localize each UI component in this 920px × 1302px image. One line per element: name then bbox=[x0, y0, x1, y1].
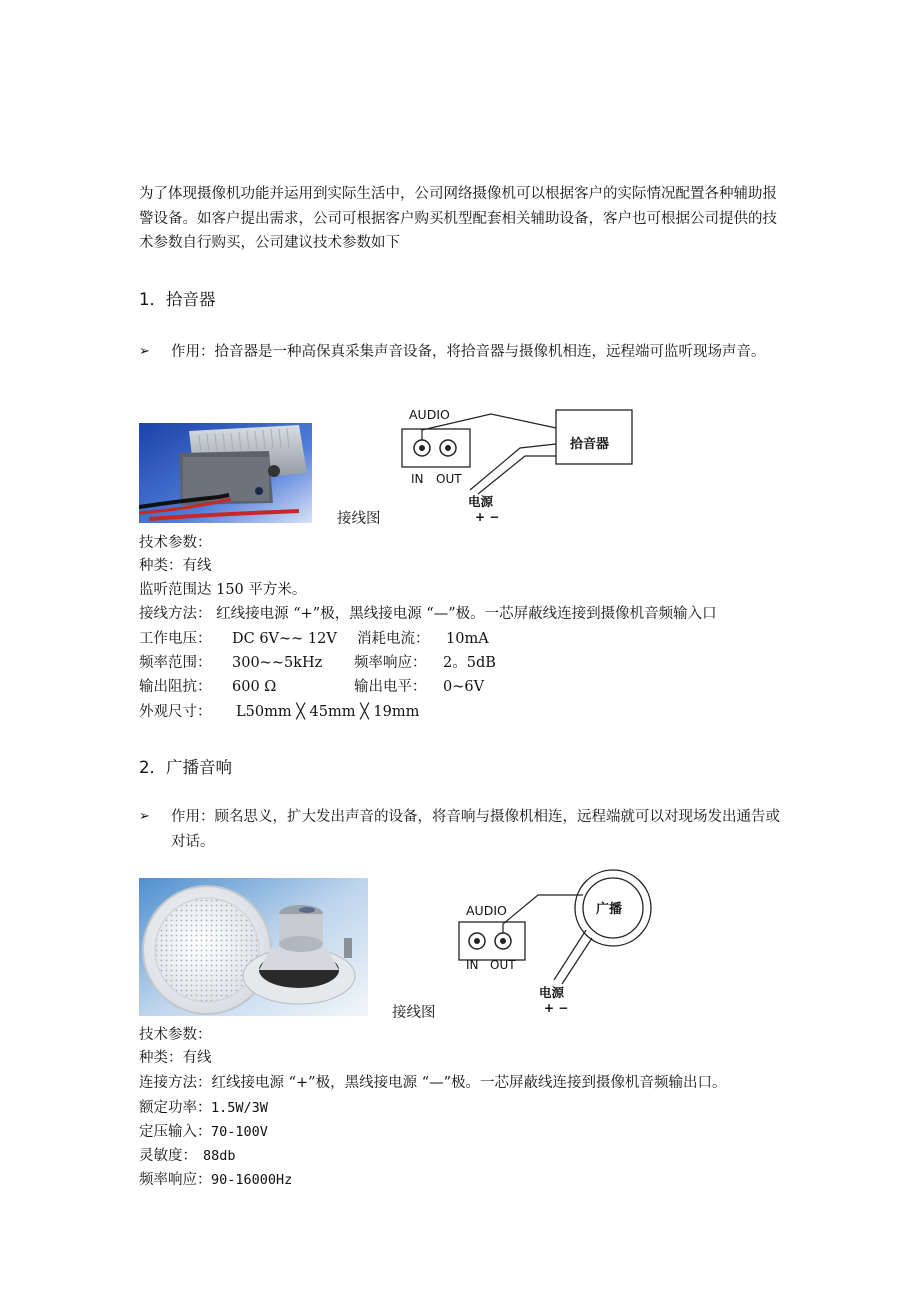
section2-volt-label: 定压输入： bbox=[139, 1124, 212, 1140]
section1-level-label: 输出电平： bbox=[354, 679, 427, 695]
arrow-bullet-icon: ➢ bbox=[139, 344, 150, 359]
section1-bullet-text: 作用：拾音器是一种高保真采集声音设备，将拾音器与摄像机相连，远程端可监听现场声音。 bbox=[171, 344, 766, 360]
intro-paragraph: 为了体现摄像机功能并运用到实际生活中，公司网络摄像机可以根据客户的实际情况配置各种辅助报警设备。如客户提出需求，公司可根据客户购买机型配套相关辅助设备，客户也可根据公司提供的技术参数自行购买，公司建议技术参数如下 bbox=[139, 186, 777, 251]
section2-power-value: 1.5W/3W bbox=[211, 1100, 268, 1116]
section1-size-label: 外观尺寸： bbox=[139, 704, 212, 720]
out-label: OUT bbox=[490, 958, 516, 972]
section1-imp-value: 600 Ω bbox=[232, 679, 277, 695]
arrow-bullet-icon: ➢ bbox=[139, 809, 150, 824]
section1-level-value: 0~6V bbox=[443, 679, 485, 695]
section1-voltage-value: DC 6V~~ 12V bbox=[232, 631, 337, 647]
section1-caption: 接线图 bbox=[337, 511, 381, 527]
polarity-label: + − bbox=[475, 510, 500, 524]
pickup-photo bbox=[139, 423, 312, 523]
section1-wiring: 接线方法： 红线接电源 “+”极，黑线接电源 “—”极。一芯屏蔽线连接到摄像机音频输入口 bbox=[139, 606, 717, 622]
section1-resp-label: 频率响应： bbox=[354, 655, 427, 671]
polarity-label: + − bbox=[544, 1001, 569, 1015]
section2-sens-value: 88db bbox=[203, 1148, 236, 1164]
section1-current-label: 消耗电流： bbox=[357, 631, 430, 647]
section2-caption: 接线图 bbox=[392, 1005, 436, 1021]
in-label: IN bbox=[466, 958, 479, 972]
section1-freq-label: 频率范围： bbox=[139, 655, 212, 671]
section2-heading: 2．广播音响 bbox=[139, 758, 232, 777]
pickup-wiring-diagram bbox=[395, 400, 640, 526]
section1-imp-label: 输出阻抗： bbox=[139, 679, 212, 695]
section1-specs-title: 技术参数： bbox=[139, 535, 212, 551]
audio-port-box bbox=[402, 429, 470, 467]
section2-bullet bbox=[139, 805, 789, 854]
speaker-photo bbox=[139, 878, 368, 1016]
section1-voltage-label: 工作电压： bbox=[139, 631, 212, 647]
section1-freq-value: 300~~5kHz bbox=[232, 655, 323, 671]
section1-range: 监听范围达 150 平方米。 bbox=[139, 582, 307, 598]
section2-wiring: 连接方法：红线接电源 “+”极，黑线接电源 “—”极。一芯屏蔽线连接到摄像机音频输出口。 bbox=[139, 1075, 727, 1091]
section2-sens-label: 灵敏度： bbox=[139, 1148, 197, 1164]
section1-size-value: L50mm ╳ 45mm ╳ 19mm bbox=[236, 704, 420, 720]
section1-heading: 1．拾音器 bbox=[139, 290, 216, 309]
section2-resp-label: 频率响应： bbox=[139, 1172, 212, 1188]
section2-power-label: 额定功率： bbox=[139, 1100, 212, 1116]
section1-bullet bbox=[139, 340, 789, 365]
pickup-device-label: 拾音器 bbox=[570, 437, 610, 452]
audio-label: AUDIO bbox=[466, 903, 507, 918]
section1-type: 种类：有线 bbox=[139, 558, 212, 574]
section1-resp-value: 2。5dB bbox=[443, 655, 496, 671]
speaker-device-label: 广播 bbox=[596, 902, 623, 917]
section2-resp-value: 90-16000Hz bbox=[211, 1172, 293, 1188]
section1-current-value: 10mA bbox=[446, 631, 489, 647]
section2-bullet-text: 作用：顾名思义，扩大发出声音的设备，将音响与摄像机相连，远程端就可以对现场发出通告或对话。 bbox=[171, 809, 780, 850]
speaker-wiring-diagram bbox=[440, 860, 660, 1016]
power-label: 电源 bbox=[468, 494, 494, 509]
in-label: IN bbox=[411, 472, 424, 486]
audio-label: AUDIO bbox=[409, 407, 450, 422]
power-label: 电源 bbox=[539, 985, 565, 1000]
out-label: OUT bbox=[436, 472, 462, 486]
section2-specs-title: 技术参数： bbox=[139, 1027, 212, 1043]
section2-volt-value: 70-100V bbox=[211, 1124, 268, 1140]
section2-type: 种类：有线 bbox=[139, 1050, 212, 1066]
